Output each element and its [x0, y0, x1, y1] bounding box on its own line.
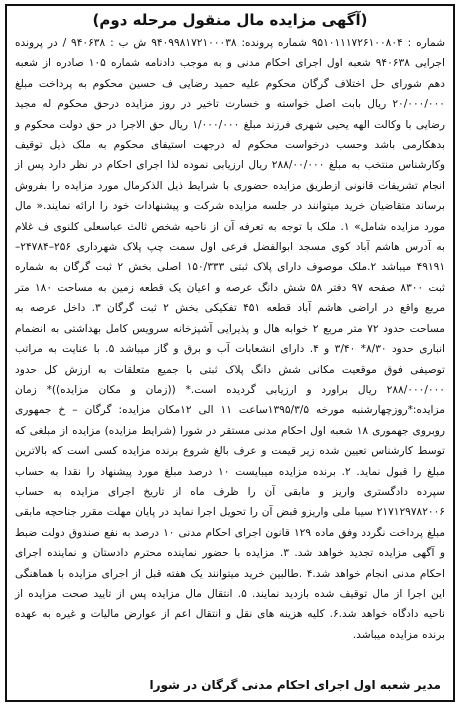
notice-frame	[5, 4, 455, 702]
notice-body: شماره : ۹۵۱۰۱۱۱۷۲۶۱۰۰۸۰۴ شماره پرونده: ۹۴۰۹۹۸۱۷۲۱۰۰۰۳۸ ش ب : ۹۴۰۶۳۸ / در پرونده اجرایی ۹۴۰۶۳۸ شعبه اول اجرای احکام مدنی و به موجب دادنامه شماره ۱۰۵ صادره از شعبه دهم شورای حل اختلاف گرگان محکوم علیه حمید رضایی ف حسین محکوم به پرداخت مبلغ ۲۰/۰۰۰/۰۰۰ ریال بابت اصل خواسته و خسارت تاخیر در روز مزایده درحق محکوم له مجید رضایی با وکالت الهه یحیی شهری فرزند مبلغ ۱/۰۰۰/۰۰۰ ریال حق الاجرا در حق دولت محکوم و بدهکارمی باشد وحسب درخواست محکوم له درجهت استیفای محکوم به ملک ذیل توقیف وکارشناس منتخب به مبلغ ۲۸۸/۰۰/۰۰۰ ریال ارزیابی نموده لذا اجرای احکام در نظر دارد پس از انجام تشریفات قانونی ازطریق مزایده حضوری با شرایط ذیل الذکرمال مورد مزایده را بفروش برساند متقاضیان خرید میتوانند در جلسه مزایده شرکت و پیشنهادات خود را ارائه نمایند.« مال مورد مزایده شامل» ۱. ملک با توجه به تعرفه آن از ناحیه شخص ثالث عباسعلی کلنوی ف غلام به آدرس هاشم آباد کوی مسجد ابوالفضل فرعی اول سمت چپ پلاک شهرداری ۲۵۶–۲۴۷۸۴–۴۹۱۹۱ میباشد ۲.ملک موصوف دارای پلاک ثبتی ۱۵۰/۳۳۳ اصلی بخش ۲ ثبت گرگان به شماره ثبت ۸۳۰۰ صفحه ۹۷ دفتر ۵۸ شش دانگ عرصه و اعیان یک قطعه زمین به مساحت ۱۸۰ متر مربع واقع در اراضی هاشم آباد قطعه ۴۵۱ تفکیکی بخش ۲ ثبت گرگان ۳. داخل عرصه به مساحت حدود ۷۲ متر مربع ۲ خوابه هال و پذیرایی آشپزخانه سرویس کامل بهداشتی به انضمام انباری حدود ۸/۳۰* ۳/۴۰ و ۴. دارای انشعابات آب و برق و گاز میباشد ۵. با عنایت به مراتب توصیفی فوق موقعیت مکانی شش دانگ پلاک ثبتی با جمیع متعلقات به ارزش کل حدود ۲۸۸/۰۰۰/۰۰۰ ریال براورد و ارزیابی گردیده است.* ((زمان و مکان مزایده))* زمان مزایده:*روزچهارشنبه مورخه ۱۳۹۵/۳/۵ساعت ۱۱ الی ۱۲مکان مزایده: گرگان – خ جمهوری روبروی جهموری ۱۸ شعبه اول احکام مدنی مستقر در شورا (شرایط مزایده) مزایده از مبلغی که توسط کارشناس تعیین شده زیر قیمت و عرف بالغ شروع برنده مزایده کسی است که بالاترین مبلغ را قبول نماید. ۲. برنده مزایده میبایست ۱۰ درصد مبلغ مورد پیشنهاد را نقدا به حساب سپرده دادگستری واریز و مابقی آن را ظرف ماه از تاریخ اجرای مزایده به حساب ۲۱۷۱۲۹۷۸۲۰۰۶ سیبا ملی واریزو قبض آن را تحویل اجرا نماید در پایان مهلت مقرر جناحچه مابقی مبلغ پرداخت نگردد وفق ماده ۱۲۹ قانون اجرای احکام مدنی ۱۰ درصد به نفع صندوق دولت ضبط و آگهی مزایده تجدید خواهد شد. ۳. مزایده با حضور نماینده محترم دادستان و نماینده اجرای احکام مدنی انجام خواهد شد.۴ .طالبین خرید میتوانند یک هفته قبل از اجرای مزایده با هماهنگی این اجرا از مال توقیف شده بازدید نمایند. ۵. انتقال مال مزایده پس از تایید صحت مزایده از ناحیه دادگاه خواهد شد.۶. کلیه هزینه های نقل و انتقال اعم از عوارض مالیات و غیره به عهده برنده مزایده میباشد.	[15, 37, 446, 641]
notice-signature: مدیر شعبه اول اجرای احکام مدنی گرگان در شورا	[149, 678, 441, 692]
notice-title: (آگهی مزایده مال منقول مرحله دوم)	[92, 11, 368, 29]
